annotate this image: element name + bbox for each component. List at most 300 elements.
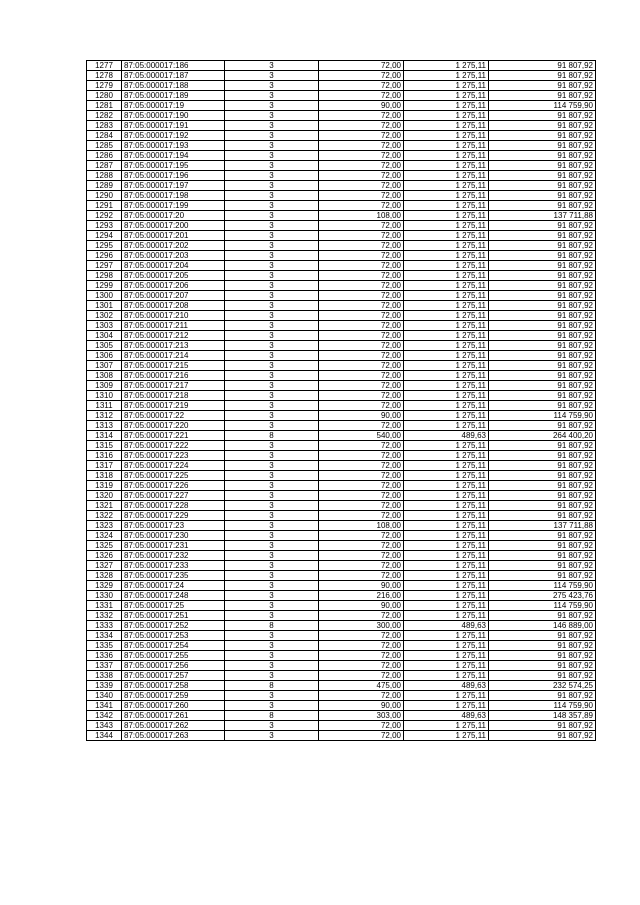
unit-value-cell: 1 275,11 <box>404 61 489 71</box>
cadastral-number-cell: 87:05:000017:228 <box>122 501 225 511</box>
class-code-cell: 3 <box>225 201 319 211</box>
unit-value-cell: 1 275,11 <box>404 541 489 551</box>
class-code-cell: 3 <box>225 71 319 81</box>
cadastral-value-cell: 91 807,92 <box>489 341 596 351</box>
cadastral-number-cell: 87:05:000017:248 <box>122 591 225 601</box>
table-row <box>87 351 596 361</box>
row-number-cell: 1333 <box>87 621 122 631</box>
class-code-cell: 3 <box>225 441 319 451</box>
unit-value-cell: 1 275,11 <box>404 361 489 371</box>
class-code-cell: 3 <box>225 331 319 341</box>
table-row <box>87 661 596 671</box>
class-code-cell: 3 <box>225 61 319 71</box>
cadastral-value-cell: 275 423,76 <box>489 591 596 601</box>
table-row <box>87 371 596 381</box>
unit-value-cell: 1 275,11 <box>404 391 489 401</box>
cadastral-value-cell: 91 807,92 <box>489 301 596 311</box>
row-number-cell: 1319 <box>87 481 122 491</box>
table-row <box>87 121 596 131</box>
class-code-cell: 3 <box>225 81 319 91</box>
cadastral-number-cell: 87:05:000017:186 <box>122 61 225 71</box>
cadastral-value-cell: 91 807,92 <box>489 271 596 281</box>
area-cell: 72,00 <box>319 251 404 261</box>
table-row <box>87 61 596 71</box>
cadastral-value-cell: 91 807,92 <box>489 401 596 411</box>
unit-value-cell: 1 275,11 <box>404 481 489 491</box>
table-row <box>87 331 596 341</box>
unit-value-cell: 1 275,11 <box>404 551 489 561</box>
unit-value-cell: 1 275,11 <box>404 691 489 701</box>
row-number-cell: 1328 <box>87 571 122 581</box>
unit-value-cell: 1 275,11 <box>404 191 489 201</box>
area-cell: 72,00 <box>319 131 404 141</box>
cadastral-value-cell: 91 807,92 <box>489 631 596 641</box>
cadastral-number-cell: 87:05:000017:221 <box>122 431 225 441</box>
cadastral-number-cell: 87:05:000017:199 <box>122 201 225 211</box>
cadastral-value-cell: 114 759,90 <box>489 701 596 711</box>
class-code-cell: 3 <box>225 211 319 221</box>
cadastral-value-cell: 146 889,00 <box>489 621 596 631</box>
row-number-cell: 1338 <box>87 671 122 681</box>
cadastral-number-cell: 87:05:000017:230 <box>122 531 225 541</box>
cadastral-value-cell: 91 807,92 <box>489 511 596 521</box>
table-row <box>87 641 596 651</box>
row-number-cell: 1330 <box>87 591 122 601</box>
table-row <box>87 401 596 411</box>
row-number-cell: 1344 <box>87 731 122 741</box>
area-cell: 90,00 <box>319 601 404 611</box>
unit-value-cell: 1 275,11 <box>404 211 489 221</box>
unit-value-cell: 1 275,11 <box>404 151 489 161</box>
cadastral-number-cell: 87:05:000017:235 <box>122 571 225 581</box>
cadastral-number-cell: 87:05:000017:213 <box>122 341 225 351</box>
unit-value-cell: 1 275,11 <box>404 421 489 431</box>
cadastral-number-cell: 87:05:000017:23 <box>122 521 225 531</box>
row-number-cell: 1291 <box>87 201 122 211</box>
unit-value-cell: 1 275,11 <box>404 111 489 121</box>
row-number-cell: 1307 <box>87 361 122 371</box>
class-code-cell: 3 <box>225 721 319 731</box>
row-number-cell: 1326 <box>87 551 122 561</box>
cadastral-value-cell: 91 807,92 <box>489 181 596 191</box>
cadastral-number-cell: 87:05:000017:195 <box>122 161 225 171</box>
cadastral-value-cell: 91 807,92 <box>489 451 596 461</box>
cadastral-number-cell: 87:05:000017:259 <box>122 691 225 701</box>
unit-value-cell: 1 275,11 <box>404 631 489 641</box>
unit-value-cell: 1 275,11 <box>404 601 489 611</box>
class-code-cell: 3 <box>225 261 319 271</box>
class-code-cell: 3 <box>225 471 319 481</box>
class-code-cell: 3 <box>225 671 319 681</box>
class-code-cell: 8 <box>225 711 319 721</box>
cadastral-number-cell: 87:05:000017:251 <box>122 611 225 621</box>
class-code-cell: 8 <box>225 681 319 691</box>
table-row <box>87 251 596 261</box>
cadastral-number-cell: 87:05:000017:219 <box>122 401 225 411</box>
cadastral-number-cell: 87:05:000017:224 <box>122 461 225 471</box>
area-cell: 72,00 <box>319 181 404 191</box>
table-row <box>87 521 596 531</box>
table-row <box>87 581 596 591</box>
cadastral-value-cell: 91 807,92 <box>489 541 596 551</box>
class-code-cell: 3 <box>225 531 319 541</box>
cadastral-value-cell: 91 807,92 <box>489 441 596 451</box>
unit-value-cell: 1 275,11 <box>404 471 489 481</box>
area-cell: 216,00 <box>319 591 404 601</box>
cadastral-value-cell: 91 807,92 <box>489 161 596 171</box>
cadastral-value-cell: 91 807,92 <box>489 471 596 481</box>
area-cell: 72,00 <box>319 171 404 181</box>
class-code-cell: 3 <box>225 391 319 401</box>
class-code-cell: 3 <box>225 131 319 141</box>
table-row <box>87 481 596 491</box>
cadastral-number-cell: 87:05:000017:210 <box>122 311 225 321</box>
cadastral-value-cell: 91 807,92 <box>489 641 596 651</box>
cadastral-value-cell: 91 807,92 <box>489 571 596 581</box>
cadastral-number-cell: 87:05:000017:203 <box>122 251 225 261</box>
cadastral-value-cell: 114 759,90 <box>489 101 596 111</box>
table-row <box>87 431 596 441</box>
unit-value-cell: 1 275,11 <box>404 441 489 451</box>
class-code-cell: 3 <box>225 271 319 281</box>
cadastral-number-cell: 87:05:000017:24 <box>122 581 225 591</box>
row-number-cell: 1320 <box>87 491 122 501</box>
table-row <box>87 531 596 541</box>
area-cell: 72,00 <box>319 391 404 401</box>
row-number-cell: 1313 <box>87 421 122 431</box>
area-cell: 72,00 <box>319 481 404 491</box>
area-cell: 72,00 <box>319 461 404 471</box>
row-number-cell: 1303 <box>87 321 122 331</box>
cadastral-value-cell: 91 807,92 <box>489 121 596 131</box>
cadastral-number-cell: 87:05:000017:227 <box>122 491 225 501</box>
table-row <box>87 261 596 271</box>
cadastral-value-cell: 91 807,92 <box>489 131 596 141</box>
unit-value-cell: 1 275,11 <box>404 231 489 241</box>
class-code-cell: 3 <box>225 491 319 501</box>
row-number-cell: 1325 <box>87 541 122 551</box>
cadastral-value-cell: 91 807,92 <box>489 421 596 431</box>
cadastral-value-cell: 91 807,92 <box>489 321 596 331</box>
row-number-cell: 1279 <box>87 81 122 91</box>
area-cell: 72,00 <box>319 191 404 201</box>
class-code-cell: 3 <box>225 141 319 151</box>
row-number-cell: 1332 <box>87 611 122 621</box>
table-row <box>87 151 596 161</box>
cadastral-number-cell: 87:05:000017:233 <box>122 561 225 571</box>
cadastral-value-cell: 91 807,92 <box>489 251 596 261</box>
row-number-cell: 1331 <box>87 601 122 611</box>
table-row <box>87 411 596 421</box>
area-cell: 72,00 <box>319 271 404 281</box>
unit-value-cell: 1 275,11 <box>404 91 489 101</box>
unit-value-cell: 489,63 <box>404 711 489 721</box>
table-row <box>87 231 596 241</box>
table-row <box>87 241 596 251</box>
unit-value-cell: 1 275,11 <box>404 281 489 291</box>
unit-value-cell: 1 275,11 <box>404 461 489 471</box>
unit-value-cell: 1 275,11 <box>404 341 489 351</box>
class-code-cell: 3 <box>225 191 319 201</box>
cadastral-number-cell: 87:05:000017:190 <box>122 111 225 121</box>
row-number-cell: 1310 <box>87 391 122 401</box>
table-row <box>87 701 596 711</box>
area-cell: 72,00 <box>319 721 404 731</box>
area-cell: 72,00 <box>319 401 404 411</box>
cadastral-value-cell: 91 807,92 <box>489 111 596 121</box>
row-number-cell: 1308 <box>87 371 122 381</box>
class-code-cell: 3 <box>225 401 319 411</box>
row-number-cell: 1321 <box>87 501 122 511</box>
area-cell: 72,00 <box>319 441 404 451</box>
table-row <box>87 461 596 471</box>
cadastral-value-cell: 114 759,90 <box>489 601 596 611</box>
cadastral-number-cell: 87:05:000017:211 <box>122 321 225 331</box>
unit-value-cell: 489,63 <box>404 681 489 691</box>
row-number-cell: 1289 <box>87 181 122 191</box>
unit-value-cell: 1 275,11 <box>404 401 489 411</box>
cadastral-value-cell: 91 807,92 <box>489 191 596 201</box>
class-code-cell: 3 <box>225 351 319 361</box>
class-code-cell: 3 <box>225 311 319 321</box>
class-code-cell: 3 <box>225 381 319 391</box>
cadastral-number-cell: 87:05:000017:198 <box>122 191 225 201</box>
area-cell: 72,00 <box>319 161 404 171</box>
class-code-cell: 3 <box>225 611 319 621</box>
unit-value-cell: 1 275,11 <box>404 661 489 671</box>
class-code-cell: 3 <box>225 291 319 301</box>
unit-value-cell: 1 275,11 <box>404 241 489 251</box>
area-cell: 72,00 <box>319 341 404 351</box>
cadastral-number-cell: 87:05:000017:252 <box>122 621 225 631</box>
cadastral-value-cell: 114 759,90 <box>489 581 596 591</box>
row-number-cell: 1316 <box>87 451 122 461</box>
area-cell: 72,00 <box>319 231 404 241</box>
table-row <box>87 391 596 401</box>
row-number-cell: 1299 <box>87 281 122 291</box>
row-number-cell: 1285 <box>87 141 122 151</box>
cadastral-number-cell: 87:05:000017:255 <box>122 651 225 661</box>
unit-value-cell: 1 275,11 <box>404 501 489 511</box>
row-number-cell: 1336 <box>87 651 122 661</box>
row-number-cell: 1281 <box>87 101 122 111</box>
cadastral-number-cell: 87:05:000017:22 <box>122 411 225 421</box>
cadastral-value-cell: 91 807,92 <box>489 141 596 151</box>
class-code-cell: 3 <box>225 631 319 641</box>
row-number-cell: 1300 <box>87 291 122 301</box>
cadastral-value-cell: 91 807,92 <box>489 731 596 741</box>
row-number-cell: 1293 <box>87 221 122 231</box>
row-number-cell: 1278 <box>87 71 122 81</box>
table-row <box>87 451 596 461</box>
class-code-cell: 3 <box>225 651 319 661</box>
class-code-cell: 3 <box>225 321 319 331</box>
table-row <box>87 731 596 741</box>
area-cell: 72,00 <box>319 241 404 251</box>
cadastral-number-cell: 87:05:000017:196 <box>122 171 225 181</box>
row-number-cell: 1335 <box>87 641 122 651</box>
row-number-cell: 1294 <box>87 231 122 241</box>
area-cell: 90,00 <box>319 411 404 421</box>
unit-value-cell: 1 275,11 <box>404 311 489 321</box>
row-number-cell: 1302 <box>87 311 122 321</box>
class-code-cell: 3 <box>225 281 319 291</box>
class-code-cell: 3 <box>225 251 319 261</box>
table-row <box>87 681 596 691</box>
unit-value-cell: 1 275,11 <box>404 161 489 171</box>
cadastral-number-cell: 87:05:000017:197 <box>122 181 225 191</box>
cadastral-number-cell: 87:05:000017:192 <box>122 131 225 141</box>
cadastral-number-cell: 87:05:000017:212 <box>122 331 225 341</box>
class-code-cell: 3 <box>225 181 319 191</box>
cadastral-value-cell: 91 807,92 <box>489 281 596 291</box>
area-cell: 72,00 <box>319 501 404 511</box>
table-row <box>87 651 596 661</box>
unit-value-cell: 1 275,11 <box>404 301 489 311</box>
row-number-cell: 1342 <box>87 711 122 721</box>
area-cell: 72,00 <box>319 331 404 341</box>
cadastral-value-cell: 91 807,92 <box>489 171 596 181</box>
class-code-cell: 3 <box>225 231 319 241</box>
cadastral-value-cell: 148 357,89 <box>489 711 596 721</box>
area-cell: 72,00 <box>319 661 404 671</box>
cadastral-value-cell: 91 807,92 <box>489 231 596 241</box>
class-code-cell: 3 <box>225 171 319 181</box>
table-row <box>87 161 596 171</box>
table-row <box>87 301 596 311</box>
area-cell: 72,00 <box>319 421 404 431</box>
cadastral-value-cell: 91 807,92 <box>489 651 596 661</box>
row-number-cell: 1287 <box>87 161 122 171</box>
cadastral-number-cell: 87:05:000017:200 <box>122 221 225 231</box>
cadastral-value-cell: 91 807,92 <box>489 611 596 621</box>
area-cell: 72,00 <box>319 381 404 391</box>
area-cell: 72,00 <box>319 451 404 461</box>
row-number-cell: 1317 <box>87 461 122 471</box>
table-row <box>87 171 596 181</box>
unit-value-cell: 1 275,11 <box>404 331 489 341</box>
area-cell: 475,00 <box>319 681 404 691</box>
table-row <box>87 291 596 301</box>
row-number-cell: 1309 <box>87 381 122 391</box>
area-cell: 72,00 <box>319 221 404 231</box>
cadastral-value-cell: 91 807,92 <box>489 491 596 501</box>
class-code-cell: 3 <box>225 361 319 371</box>
area-cell: 108,00 <box>319 211 404 221</box>
cadastral-value-cell: 91 807,92 <box>489 461 596 471</box>
cadastral-number-cell: 87:05:000017:193 <box>122 141 225 151</box>
area-cell: 72,00 <box>319 691 404 701</box>
table-row <box>87 381 596 391</box>
area-cell: 72,00 <box>319 91 404 101</box>
area-cell: 540,00 <box>319 431 404 441</box>
area-cell: 90,00 <box>319 581 404 591</box>
row-number-cell: 1282 <box>87 111 122 121</box>
cadastral-number-cell: 87:05:000017:188 <box>122 81 225 91</box>
unit-value-cell: 1 275,11 <box>404 511 489 521</box>
row-number-cell: 1315 <box>87 441 122 451</box>
unit-value-cell: 1 275,11 <box>404 351 489 361</box>
row-number-cell: 1329 <box>87 581 122 591</box>
cadastral-number-cell: 87:05:000017:187 <box>122 71 225 81</box>
unit-value-cell: 1 275,11 <box>404 561 489 571</box>
area-cell: 90,00 <box>319 701 404 711</box>
row-number-cell: 1301 <box>87 301 122 311</box>
area-cell: 72,00 <box>319 201 404 211</box>
cadastral-number-cell: 87:05:000017:225 <box>122 471 225 481</box>
cadastral-value-cell: 91 807,92 <box>489 91 596 101</box>
table-row <box>87 671 596 681</box>
table-row <box>87 471 596 481</box>
unit-value-cell: 1 275,11 <box>404 671 489 681</box>
cadastral-number-cell: 87:05:000017:261 <box>122 711 225 721</box>
area-cell: 72,00 <box>319 111 404 121</box>
class-code-cell: 3 <box>225 501 319 511</box>
unit-value-cell: 1 275,11 <box>404 251 489 261</box>
unit-value-cell: 1 275,11 <box>404 181 489 191</box>
unit-value-cell: 1 275,11 <box>404 291 489 301</box>
class-code-cell: 3 <box>225 481 319 491</box>
class-code-cell: 3 <box>225 601 319 611</box>
unit-value-cell: 1 275,11 <box>404 101 489 111</box>
cadastral-number-cell: 87:05:000017:229 <box>122 511 225 521</box>
area-cell: 108,00 <box>319 521 404 531</box>
class-code-cell: 3 <box>225 561 319 571</box>
unit-value-cell: 1 275,11 <box>404 411 489 421</box>
unit-value-cell: 1 275,11 <box>404 721 489 731</box>
cadastral-value-cell: 91 807,92 <box>489 71 596 81</box>
table-row <box>87 631 596 641</box>
class-code-cell: 3 <box>225 241 319 251</box>
class-code-cell: 8 <box>225 621 319 631</box>
unit-value-cell: 1 275,11 <box>404 611 489 621</box>
cadastral-value-cell: 91 807,92 <box>489 61 596 71</box>
area-cell: 72,00 <box>319 541 404 551</box>
cadastral-value-cell: 114 759,90 <box>489 411 596 421</box>
unit-value-cell: 489,63 <box>404 431 489 441</box>
table-row <box>87 501 596 511</box>
table-row <box>87 211 596 221</box>
cadastral-value-cell: 232 574,25 <box>489 681 596 691</box>
unit-value-cell: 1 275,11 <box>404 141 489 151</box>
cadastral-value-cell: 91 807,92 <box>489 241 596 251</box>
unit-value-cell: 1 275,11 <box>404 81 489 91</box>
row-number-cell: 1324 <box>87 531 122 541</box>
unit-value-cell: 1 275,11 <box>404 271 489 281</box>
area-cell: 90,00 <box>319 101 404 111</box>
table-row <box>87 551 596 561</box>
cadastral-value-cell: 91 807,92 <box>489 351 596 361</box>
class-code-cell: 3 <box>225 461 319 471</box>
cadastral-number-cell: 87:05:000017:216 <box>122 371 225 381</box>
cadastral-number-cell: 87:05:000017:257 <box>122 671 225 681</box>
class-code-cell: 3 <box>225 451 319 461</box>
table-row <box>87 571 596 581</box>
class-code-cell: 3 <box>225 91 319 101</box>
row-number-cell: 1341 <box>87 701 122 711</box>
area-cell: 72,00 <box>319 651 404 661</box>
class-code-cell: 3 <box>225 691 319 701</box>
area-cell: 72,00 <box>319 61 404 71</box>
row-number-cell: 1283 <box>87 121 122 131</box>
cadastral-number-cell: 87:05:000017:220 <box>122 421 225 431</box>
area-cell: 72,00 <box>319 561 404 571</box>
table-row <box>87 111 596 121</box>
cadastral-value-cell: 91 807,92 <box>489 291 596 301</box>
row-number-cell: 1323 <box>87 521 122 531</box>
class-code-cell: 3 <box>225 101 319 111</box>
unit-value-cell: 1 275,11 <box>404 381 489 391</box>
